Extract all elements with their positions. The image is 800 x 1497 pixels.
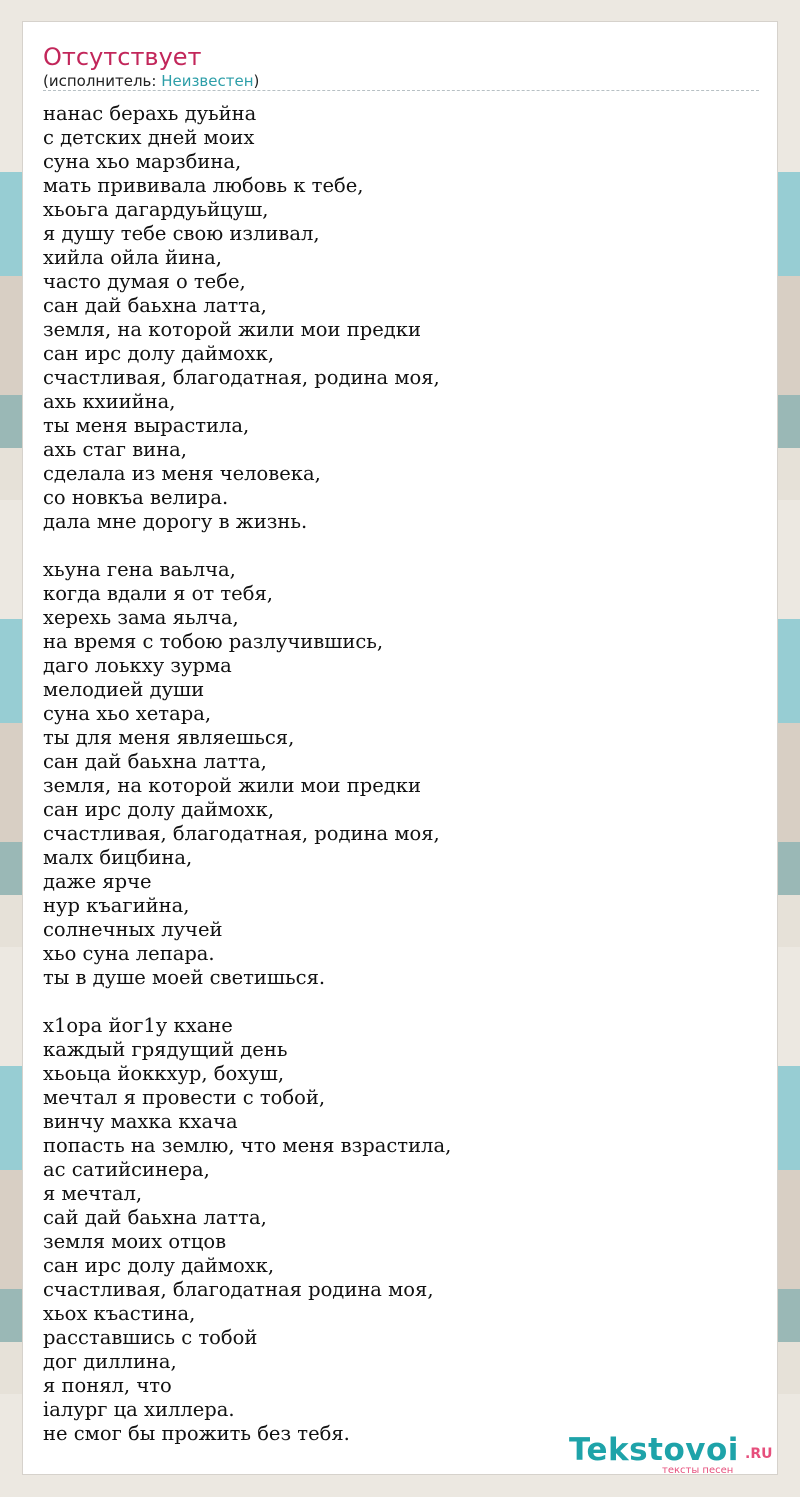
artist-line: [43, 71, 259, 91]
logo-tagline: тексты песен: [662, 1465, 734, 1476]
lyrics-text: нанас берахь дуьйна с детских дней моих суна хьо марзбина, мать прививала любовь к тебе, хьоьга дагардуьйцуш, я душу тебе свою изливал, хийла ойла йина, часто думая о тебе, сан дай баьхна латта, земля, на которой жили мои предки сан ирс долу даймохк, счастливая, благодатная, родина моя, ахь кхиийна, ты меня вырастила, ахь стаг вина, сделала из меня человека, со новкъа велира. дала мне дорогу в жизнь. хьуна гена ваьлча, когда вдали я от тебя, херехь зама яьлча, на время с тобою разлучившись, даго лоькху зурма мелодией души суна хьо хетара, ты для меня являешься, сан дай баьхна латта, земля, на которой жили мои предки сан ирс долу даймохк, счастливая, благодатная, родина моя, малх бицбина, даже ярче нур къагийна, солнечных лучей хьо суна лепара. ты в душе моей светишься. х1ора йог1у кхане каждый грядущий день хьоьца йоккхур, бохуш, мечтал я провести с тобой, винчу махка кхача попасть на землю, что меня взрастила, ас сатийсинера, я мечтал, сай дай баьхна латта, земля моих отцов сан ирс долу даймохк, счастливая, благодатная родина моя, хьох къастина, расставшись с тобой дог диллина, я понял, что iалург ца хиллера. не смог бы прожить без тебя.: [43, 102, 452, 1445]
song-title: Отсутствует: [43, 43, 202, 71]
logo-tld: .RU: [745, 1446, 773, 1462]
logo-wordmark: Tekstovoi: [569, 1432, 739, 1468]
artist-prefix: (исполнитель:: [43, 72, 162, 90]
artist-link[interactable]: Неизвестен: [161, 72, 254, 90]
title-divider: [43, 90, 759, 91]
artist-suffix: ): [253, 72, 260, 90]
lyrics-card: [22, 21, 778, 1475]
tekstovoi-logo[interactable]: [569, 1432, 779, 1476]
